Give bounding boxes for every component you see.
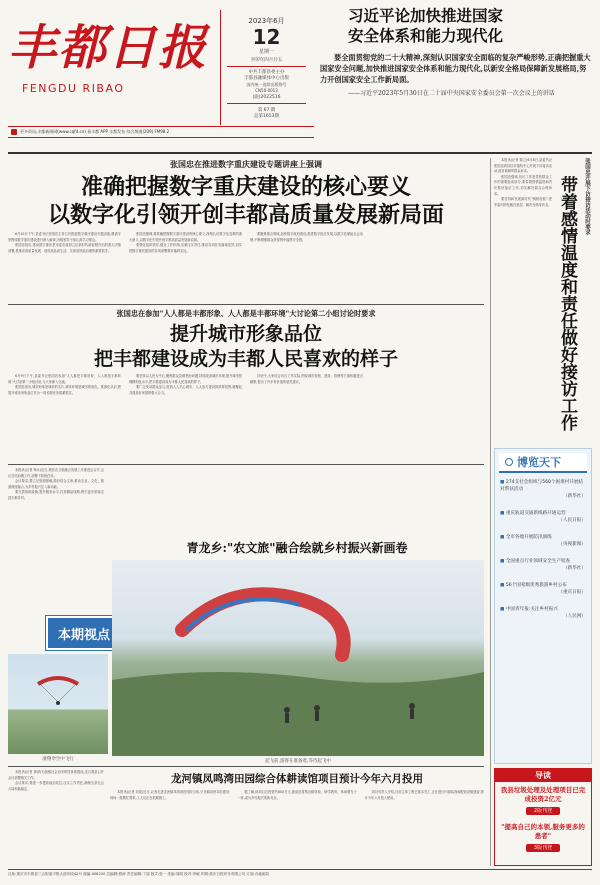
date-year-month: 2023年6月 (248, 17, 285, 25)
briefs-list (495, 477, 591, 632)
story-city (8, 308, 484, 372)
photo-launch-site (112, 560, 484, 756)
phone-icon (11, 129, 17, 135)
story-city-body: 6月9日下午,县委书记张国忠参加"人人都是丰都形象、人人都是丰都环境"大讨论第二小组讨论,与大家深入交流。 张国忠指出,城市形象是城市的名片,城市环境是城市的底色。要深化认识,把提升城市形象品位作为一项长期任务抓紧抓实。 要坚持以人民为中心,聚焦群众急难愁盼问题,持续改善城市环境,提升城市管理精细化水平,把丰都建设成为丰都人民喜欢的样子。 要广泛发动群众参与,营造人人关心城市、人人参与建设的浓厚氛围,凝聚起共建美好家园的强大合力。 讨论中,大家结合各自工作实际,围绕城市规划、建设、管理等方面积极建言献策,提出了许多有价值的意见建议。 (8, 374, 363, 395)
date-box (220, 10, 312, 125)
brief-item-source: （新华社） (563, 566, 586, 571)
guide-item-1-title[interactable]: 我县垃圾处理及处理项目已完成投资2亿元 (500, 786, 586, 803)
story-digital-title-2: 以数字化引领开创丰都高质量发展新局面 (47, 202, 444, 228)
brief-item-text: 中国青年报:关注乡村振兴 (505, 607, 558, 612)
contact-bar (8, 126, 314, 138)
paraglider-wing-icon (112, 560, 484, 756)
brief-item-text: 274支社会组织与560个困难村开展结对帮扶活动 (500, 480, 584, 492)
brief-item[interactable] (500, 534, 586, 548)
story-left-column: 本报讯(记者 杨永)近日,我县农文旅融合发展工作推进会召开,会议总结前期工作,部署下阶段任务。 会议要求,要立足资源禀赋,做好结合文章,推动农业、文化、旅游深度融合,为乡村振兴注入新动能。 要完善基础设施,提升服务水平,打造精品线路,吸引更多游客走进丰都乡村。 (8, 468, 104, 500)
briefs-section (494, 448, 592, 764)
guide-item-2-title[interactable]: "提高自己的本领,服务更多的患者" (501, 823, 585, 840)
brief-item-source: （央视新闻） (558, 542, 586, 547)
guide-header (495, 769, 591, 782)
story-digital-body: 6月10日下午,县委书记张国忠主持召开推进数字重庆建设专题讲座,邀请专家围绕数字重庆建设进行深入解读,各级领导干部认真学习领会。 张国忠指出,建设数字重庆是市委市政府立足新时代新征程作出的重大决策部署,是推动高质量发展、创造高品质生活、实现高效能治理的重要抓手。 张国忠强调,要准确把握数字重庆建设的核心要义,深刻认识数字化变革的重大意义,以数字化引领开创丰都高质量发展新局面。 要强化组织领导,健全工作机制,压紧压实责任,推动各项任务落地见效,切实把数字重庆建设的各项部署要求落到实处。 要聚焦重点领域,加快数字政府建设,推进数字经济发展,以数字化赋能社会治理,不断增强群众获得感幸福感安全感。 (8, 232, 363, 253)
brief-item-source: （重庆日报） (558, 590, 586, 595)
masthead-title-en: FENGDU RIBAO (22, 82, 125, 95)
total-issue-number: 总第1653期 (254, 114, 279, 119)
story-longhe-title: 龙河镇凤鸣湾田园综合体耕读馆项目预计今年六月投用 (171, 773, 423, 785)
lunar-date: 癸卯年四月廿五 (250, 58, 283, 63)
brief-item[interactable] (500, 479, 586, 500)
brief-item-text: 全市各地开展防汛演练 (505, 535, 552, 540)
footer-info: 社址:重庆市丰都县三合街道平都大道东段42号 邮编:408200 总编辑:熊涛 责任编辑:丁丽 版式:张一 美编:周明 校对:李敏 印刷:重庆日报印务有限公司 订阅:各地邮局 (8, 872, 270, 876)
brief-item-source: （人民网） (563, 614, 586, 619)
lead-story (320, 6, 592, 146)
brief-bullet-icon: ■ (500, 535, 506, 540)
story-digital-title-1: 准确把握数字重庆建设的核心要义 (80, 174, 411, 200)
brief-item-text: 重庆轨道交通新线路开通运营 (505, 511, 566, 516)
brief-bullet-icon: ■ (500, 480, 506, 485)
brief-bullet-icon: ■ (500, 511, 506, 516)
globe-icon (505, 458, 513, 466)
side-story-kicker: 张国忠开展下访接访活动时要求 (584, 158, 590, 235)
issuer: 中共丰都县委主办 丰都县融媒体中心出版 (244, 70, 289, 81)
guide-section (494, 768, 592, 866)
brief-item[interactable] (500, 582, 586, 596)
badge-this-issue (46, 616, 122, 650)
brief-bullet-icon: ■ (500, 607, 506, 612)
guide-item-2-page[interactable]: 3版刊登 (526, 844, 560, 852)
brief-item[interactable] (500, 510, 586, 524)
issue-number: 第 67 期 (257, 108, 276, 113)
paraglider-icon (8, 654, 108, 754)
story-longhe-body: 本报讯(记者 刘星)近日,记者走进龙河镇凤鸣湾田园综合体,只见耕读馆项目建设现场一派繁忙景象,工人们正在抓紧施工。 据了解,该项目总投资约800万元,建成后将集农耕体验、研学教育、休闲观光于一体,成为乡村振兴的新亮点。 项目负责人介绍,目前主体工程已基本完工,正在进行内部装饰和配套设施建设,预计今年六月投入使用。 (110, 790, 484, 800)
brief-item-text: 全国重点行业领域安全生产检查 (505, 559, 571, 564)
weekday: 星期一 (258, 49, 274, 55)
brief-item[interactable] (500, 558, 586, 572)
story-city-title-1: 提升城市形象品位 (169, 323, 322, 345)
brief-item[interactable] (500, 606, 586, 620)
brief-bullet-icon: ■ (500, 583, 506, 588)
guide-item-1-page[interactable]: 2版刊登 (526, 807, 560, 815)
lead-story-attribution: ——习近平2023年5月30日在二十届中央国家安全委员会第一次会议上的讲话 (348, 90, 555, 97)
lead-story-title: 习近平论加快推进国家 安全体系和能力现代化 (348, 6, 504, 45)
brief-item-source: （新华社） (563, 494, 586, 499)
story-city-kicker: 张国忠在参加"人人都是丰都形象、人人都是丰都环境"大讨论第二小组讨论时要求 (116, 309, 376, 318)
masthead-title (8, 18, 214, 78)
internal-number: (渝)2022516 (252, 95, 281, 100)
cn-number: 国内统一连续出版物号 CN50-0013 (246, 82, 287, 93)
masthead-title-cn: 丰都日报 (8, 20, 209, 76)
story-qingtu-title: 青龙乡:"农文旅"融合绘就乡村振兴新画卷 (186, 541, 408, 555)
date-day: 12 (252, 25, 281, 49)
briefs-header (499, 453, 587, 473)
guide-header-label: 导读 (535, 771, 551, 780)
story-city-title-2: 把丰都建设成为丰都人民喜欢的样子 (93, 348, 398, 370)
brief-item-source: （人民日报） (558, 518, 586, 523)
story-digital-kicker: 张国忠在推进数字重庆建设专题讲座上强调 (170, 159, 322, 169)
badge-this-issue-label: 本期视点 (57, 627, 110, 643)
briefs-header-label: 博览天下 (517, 456, 561, 469)
photo-launch-caption: 起飞前,游客在准备着,等待起飞中 (265, 759, 331, 764)
brief-item-text: 56个国家级优秀旅游乡村公布 (505, 583, 567, 588)
side-story-body: 本报讯(记者 陈立)6月8日,县委书记张国忠到县信访接待中心开展下访接访活动,面对面倾听群众诉求。 张国忠强调,信访工作是党的群众工作的重要组成部分,要带着感情温度和责任做好接访工作,切实解决群众合理诉求。 要坚持和发展新时代"枫桥经验",把矛盾纠纷化解在基层、解决在萌芽状态。 (494, 158, 552, 207)
story-bottom-left: 本报讯(记者 黄泽)为加强社会治安防控体系建设,近日我县召开会议部署相关工作。 会议要求,要进一步提高政治站位,压实工作责任,确保全县社会大局和谐稳定。 (8, 770, 104, 791)
contact-bar-text: 更多资讯,丰都新闻网(www.cqfd.cn) 看丰都 APP 丰都发布 综合频道(209) FM98.2 (20, 129, 170, 134)
lead-story-quote: 要全面贯彻党的二十大精神,深刻认识国家安全面临的复杂严峻形势,正确把握重大国家安全问题,加快推进国家安全体系和能力现代化,以新安全格局保障新发展格局,努力开创国家安全工作新局面。 (320, 53, 591, 84)
photo-paraglider-caption: 滑翔伞空中飞行 (42, 757, 74, 762)
photo-paraglider (8, 654, 108, 754)
brief-bullet-icon: ■ (500, 559, 506, 564)
side-story-title-text: 带着感情温度和责任做好接访工作 (557, 176, 577, 431)
